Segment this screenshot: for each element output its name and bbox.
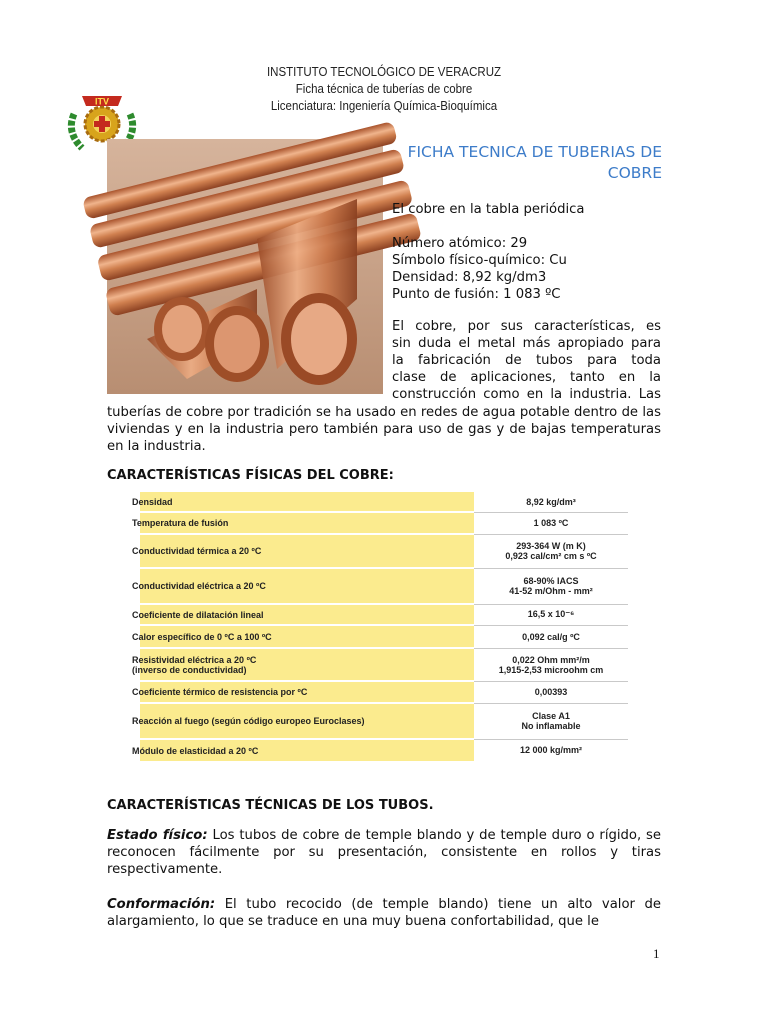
facts-list xyxy=(392,235,567,303)
intro-paragraph-full: tuberías de cobre por tradición se ha usado en redes de agua potable dentro de las viviendas y en la industria pero también para uso de gas y de bajas temperaturas en la industria. xyxy=(107,405,661,454)
estado-text: Los tubos de cobre de temple blando y de temple duro o rígido, se reconocen fácilmente por su presentación, consistente en rollos y tiras respectivamente. xyxy=(107,828,661,877)
prop-name: Reacción al fuego (según código europeo Euroclases) xyxy=(140,703,474,739)
table-row xyxy=(140,534,628,568)
prop-value: 1 083 ºC xyxy=(474,512,628,534)
prop-name: Coeficiente térmico de resistencia por ºC xyxy=(140,681,474,703)
table-row xyxy=(140,703,628,739)
title-line-1: FICHA TECNICA DE TUBERIAS DE xyxy=(407,143,662,161)
prop-value: 293-364 W (m K) 0,923 cal/cm² cm s ºC xyxy=(474,534,628,568)
prop-name: Coeficiente de dilatación lineal xyxy=(140,604,474,625)
intro-paragraph-wrap xyxy=(392,318,661,403)
table-row xyxy=(140,512,628,534)
fact-density: Densidad: 8,92 kg/dm3 xyxy=(392,270,547,285)
table-row xyxy=(140,648,628,681)
prop-value: 8,92 kg/dm³ xyxy=(474,492,628,512)
section-technical-heading: CARACTERÍSTICAS TÉCNICAS DE LOS TUBOS. xyxy=(107,798,434,813)
header-degree: Licenciatura: Ingeniería Química-Bioquímica xyxy=(270,99,498,113)
prop-name: Conductividad térmica a 20 ºC xyxy=(140,534,474,568)
table-row xyxy=(140,739,628,761)
header-institute: INSTITUTO TECNOLÓGICO DE VERACRUZ xyxy=(266,65,502,79)
table-row xyxy=(140,681,628,703)
conformacion-text: El tubo recocido (de temple blando) tiene un alto valor de alargamiento, lo que se traduce en una muy buena confortabilidad, que le xyxy=(107,897,661,929)
intro-line-1: El cobre, por sus características, es xyxy=(392,319,661,334)
fact-symbol: Símbolo físico-químico: Cu xyxy=(392,253,567,268)
prop-value: 0,022 Ohm mm²/m 1,915-2,53 microohm cm xyxy=(474,648,628,681)
estado-label: Estado físico: xyxy=(107,828,208,843)
fact-atomic-number: Número atómico: 29 xyxy=(392,236,528,251)
intro-line-2: sin duda el metal más apropiado para xyxy=(392,336,661,351)
prop-value: 16,5 x 10⁻⁶ xyxy=(474,604,628,625)
prop-name: Calor específico de 0 ºC a 100 ºC xyxy=(140,625,474,648)
intro-line-3: la fabricación de tubos para toda xyxy=(392,353,661,368)
title-line-2: COBRE xyxy=(607,164,662,182)
table-row xyxy=(140,568,628,604)
conformacion-paragraph xyxy=(107,896,661,930)
page-number: 1 xyxy=(653,946,660,961)
estado-paragraph xyxy=(107,827,661,878)
header-subject: Ficha técnica de tuberías de cobre xyxy=(295,82,473,96)
section-physical-heading: CARACTERÍSTICAS FÍSICAS DEL COBRE: xyxy=(107,468,394,483)
prop-name: Temperatura de fusión xyxy=(140,512,474,534)
prop-name: Conductividad eléctrica a 20 ºC xyxy=(140,568,474,604)
document-title xyxy=(392,142,662,184)
prop-value: 12 000 kg/mm² xyxy=(474,739,628,761)
copper-pipes-photo xyxy=(107,139,383,394)
prop-value: Clase A1 No inflamable xyxy=(474,703,628,739)
table-row xyxy=(140,492,628,512)
table-row xyxy=(140,625,628,648)
table-row xyxy=(140,604,628,625)
logo-text: ITV xyxy=(94,96,110,107)
intro-line-4: clase de aplicaciones, tanto en la xyxy=(392,370,661,385)
prop-name: Resistividad eléctrica a 20 ºC (inverso de conductividad) xyxy=(140,648,474,681)
intro-subtitle: El cobre en la tabla periódica xyxy=(392,202,585,217)
conformacion-label: Conformación: xyxy=(107,897,216,912)
physical-properties-table xyxy=(132,492,628,762)
prop-value: 0,092 cal/g ºC xyxy=(474,625,628,648)
prop-name: Módulo de elasticidad a 20 ºC xyxy=(140,739,474,761)
prop-name: Densidad xyxy=(140,492,474,512)
intro-line-5: construcción como en la industria. Las xyxy=(392,387,661,402)
prop-value: 68-90% IACS 41-52 m/Ohm - mm² xyxy=(474,568,628,604)
prop-value: 0,00393 xyxy=(474,681,628,703)
fact-melting-point: Punto de fusión: 1 083 ºC xyxy=(392,287,561,302)
